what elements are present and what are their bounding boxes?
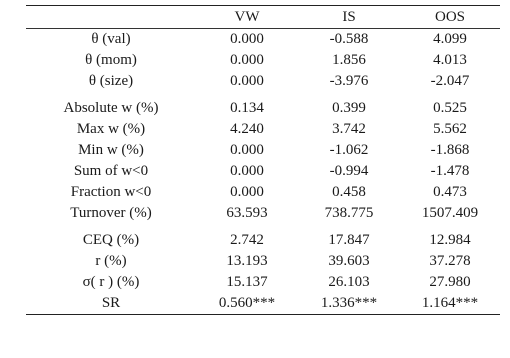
row-label: CEQ (%) [82, 232, 140, 248]
row-label: Min w (%) [78, 142, 144, 158]
cell-is: -3.976 [329, 73, 369, 89]
cell-oos: 27.980 [429, 274, 471, 290]
cell-oos: -1.478 [430, 163, 470, 179]
cell-oos: -1.868 [430, 142, 470, 158]
row-label: θ (mom) [85, 52, 137, 68]
cell-is: 0.458 [332, 184, 366, 200]
cell-vw: 0.000 [230, 31, 264, 47]
cell-is: -0.994 [329, 163, 369, 179]
table-row [26, 29, 500, 51]
row-label: σ( r ) (%) [82, 274, 140, 290]
table-row [26, 182, 500, 203]
header-row [26, 6, 500, 29]
table-row [26, 161, 500, 182]
cell-oos: -2.047 [430, 73, 470, 89]
table-row [26, 98, 500, 119]
cell-oos: 4.099 [433, 31, 467, 47]
cell-oos: 1507.409 [421, 205, 479, 221]
cell-is: -0.588 [329, 31, 369, 47]
row-label: θ (val) [91, 31, 131, 47]
row-label: r (%) [95, 253, 127, 269]
table-header [26, 6, 500, 29]
cell-oos: 37.278 [429, 253, 471, 269]
cell-oos: 4.013 [433, 52, 467, 68]
row-label: Fraction w<0 [70, 184, 152, 200]
header-oos: OOS [434, 8, 465, 25]
cell-oos: 12.984 [429, 232, 471, 248]
cell-is: 26.103 [328, 274, 370, 290]
cell-oos: 0.525 [433, 100, 467, 116]
cell-vw: 0.000 [230, 163, 264, 179]
cell-vw: 0.000 [230, 52, 264, 68]
cell-oos: 5.562 [433, 121, 467, 137]
cell-vw: 4.240 [230, 121, 264, 137]
row-label: Sum of w<0 [73, 163, 149, 179]
cell-is: -1.062 [329, 142, 369, 158]
results-table-container [26, 5, 500, 315]
cell-vw: 2.742 [230, 232, 264, 248]
row-label: Absolute w (%) [63, 100, 159, 116]
cell-vw: 15.137 [226, 274, 268, 290]
cell-is: 1.856 [332, 52, 366, 68]
cell-is: 0.399 [332, 100, 366, 116]
cell-vw: 13.193 [226, 253, 268, 269]
cell-vw: 0.000 [230, 73, 264, 89]
cell-is: 738.775 [324, 205, 374, 221]
cell-vw: 0.134 [230, 100, 264, 116]
cell-is: 17.847 [328, 232, 370, 248]
row-label: Max w (%) [76, 121, 146, 137]
table-row [26, 230, 500, 251]
cell-oos: 0.473 [433, 184, 467, 200]
cell-vw: 0.000 [230, 142, 264, 158]
cell-oos: 1.164*** [421, 295, 479, 311]
row-label: θ (size) [88, 73, 134, 89]
header-is: IS [342, 8, 356, 25]
cell-vw: 0.560*** [218, 295, 276, 311]
cell-vw: 63.593 [226, 205, 268, 221]
cell-is: 39.603 [328, 253, 370, 269]
table-row [26, 140, 500, 161]
table-row [26, 119, 500, 140]
header-vw: VW [234, 8, 260, 25]
table-row [26, 50, 500, 71]
table-row [26, 71, 500, 92]
table-body [26, 29, 500, 315]
table-row [26, 272, 500, 293]
row-label: Turnover (%) [70, 205, 152, 221]
table-row [26, 203, 500, 224]
cell-is: 1.336*** [320, 295, 378, 311]
results-table [26, 5, 500, 315]
cell-is: 3.742 [332, 121, 366, 137]
table-row [26, 293, 500, 315]
table-row [26, 251, 500, 272]
header-label-column [26, 6, 196, 29]
cell-vw: 0.000 [230, 184, 264, 200]
row-label: SR [101, 295, 121, 311]
